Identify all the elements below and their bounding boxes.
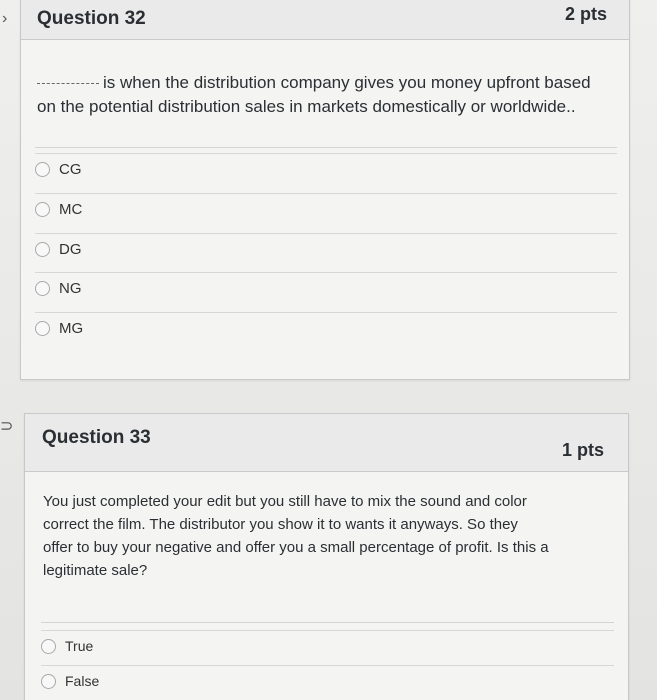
radio-button[interactable] — [35, 162, 50, 177]
question-33-text — [43, 490, 613, 582]
question-32-header — [21, 0, 629, 40]
answer-label: CG — [59, 160, 82, 178]
radio-button[interactable] — [35, 202, 50, 217]
question-32-text-line1: is when the distribution company gives you money upfront based — [103, 73, 591, 92]
question-32-card — [20, 0, 630, 380]
answer-option-dg[interactable] — [35, 233, 617, 264]
question-33-header — [25, 414, 628, 472]
question-33-points: 1 pts — [561, 440, 604, 460]
flag-question-icon[interactable]: › — [2, 10, 8, 27]
radio-button[interactable] — [35, 281, 50, 296]
question-32-points: 2 pts — [564, 4, 607, 24]
radio-button[interactable] — [35, 242, 50, 257]
answer-label: True — [65, 638, 94, 654]
radio-button[interactable] — [41, 639, 56, 654]
radio-button[interactable] — [41, 674, 56, 689]
answer-option-false[interactable] — [41, 665, 614, 696]
answer-label: MC — [59, 200, 83, 218]
question-33-card — [24, 413, 629, 700]
answer-label: MG — [59, 319, 84, 337]
answer-option-true[interactable] — [41, 630, 614, 661]
answer-option-ng[interactable] — [35, 272, 617, 303]
radio-button[interactable] — [35, 321, 50, 336]
question-32-text — [37, 71, 617, 119]
answer-label: NG — [59, 279, 82, 297]
question-33-text-line: offer to buy your negative and offer you a small percentage of profit. Is this a — [43, 539, 549, 556]
question-33-text-line: legitimate sale? — [43, 562, 148, 579]
divider — [41, 622, 614, 623]
question-32-title: Question 32 — [37, 8, 146, 29]
fill-in-blank — [37, 83, 99, 84]
answer-option-mc[interactable] — [35, 193, 617, 224]
question-33-title: Question 33 — [42, 427, 151, 448]
divider — [35, 147, 617, 148]
question-33-text-line: You just completed your edit but you still have to mix the sound and color — [43, 493, 527, 510]
answer-label: DG — [59, 240, 82, 258]
answer-option-cg[interactable] — [35, 153, 617, 184]
answer-option-mg[interactable] — [35, 312, 617, 343]
question-33-text-line: correct the film. The distributor you show it to wants it anyways. So they — [43, 516, 518, 533]
answer-label: False — [65, 673, 100, 689]
question-32-text-line2: on the potential distribution sales in markets domestically or worldwide.. — [37, 97, 576, 116]
flag-question-icon[interactable]: ⊃ — [0, 418, 14, 435]
